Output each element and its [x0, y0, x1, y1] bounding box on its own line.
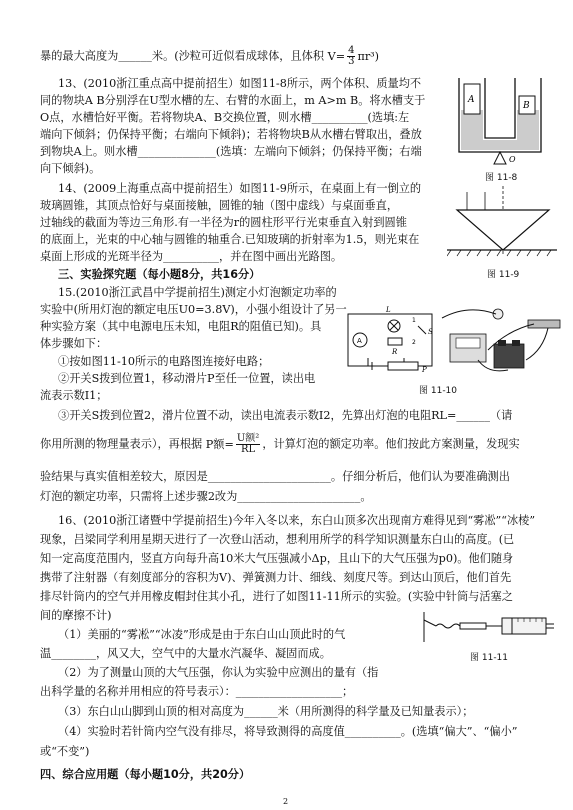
- text-line: 排尽针筒内的空气并用橡皮帽封住其小孔，进行了如图11-11所示的实验。(实验中针筒与活塞之: [40, 590, 513, 603]
- text-line: 到物块A上。则水槽______________(选填：左端向下倾斜；仍保持平衡；右端: [40, 145, 422, 158]
- formula-prefix: V=: [327, 49, 346, 63]
- text-line: [40, 434, 520, 455]
- figure-11-9: [447, 186, 557, 266]
- block-a-label: A: [468, 95, 475, 105]
- text-line: 的底面上，光束的中心轴与圆锥的轴重合.已知玻璃的折射率为1.5，则光束在: [40, 233, 420, 246]
- switch-label: S: [428, 328, 433, 336]
- text-segment: 你用所测的物理量表示），再根据: [40, 437, 203, 451]
- text-line: 过轴线的截面为等边三角形.有一半径为r的圆柱形平行光束垂直入射到圆锥: [40, 216, 407, 229]
- formula-denominator: RL: [241, 444, 256, 455]
- text-line: ②开关S拨到位置1，移动滑片P至任一位置，读出电: [58, 372, 316, 385]
- formula-tail: πr³): [357, 49, 380, 63]
- page-number: 2: [283, 797, 289, 806]
- text-line: 实验中(所用灯泡的额定电压U0=3.8V)，小强小组设计了另一: [40, 303, 347, 316]
- resistor-label: R: [392, 348, 398, 356]
- section-heading: 四、综合应用题（每小题10分，共20分）: [40, 768, 251, 781]
- power-formula: [205, 433, 263, 455]
- block-b-label: B: [523, 101, 530, 111]
- formula-prefix: P额=: [205, 437, 234, 451]
- figure-11-10: [338, 300, 563, 382]
- text-line: 种实验方案（其中电源电压未知，电阻R的阻值已知)。具: [40, 320, 322, 333]
- figure-caption: 图 11-10: [419, 386, 458, 396]
- figure-11-11: [422, 608, 557, 650]
- section-heading: 三、实验探究题（每小题8分，共16分）: [58, 268, 261, 281]
- text-line: （2）为了测量山顶的大气压强，你认为实验中应测出的量有（指: [58, 666, 379, 679]
- text-line: 14、(2009上海重点高中提前招生）如图11-9所示，在桌面上有一倒立的: [58, 182, 422, 195]
- text-line: 灯泡的额定功率，只需将上述步骤2改为______________________。: [40, 490, 372, 503]
- switch-position-2: 2: [412, 339, 416, 346]
- pivot-icon: [494, 152, 506, 164]
- text-line: 温________，风又大，空气中的大量水汽凝华、凝固而成。: [40, 647, 331, 660]
- pivot-label: O: [509, 155, 516, 164]
- text-line: 桌面上形成的光斑半径为__________，并在图中画出光路图。: [40, 250, 343, 263]
- formula-denominator: 3: [348, 56, 355, 67]
- text-line: 向下倾斜)。: [40, 162, 101, 175]
- text-line: 13、(2010浙江重点高中提前招生）如图11-8所示，两个体积、质量均不: [58, 77, 422, 90]
- apparatus-photo: [442, 309, 560, 371]
- figure-caption: 图 11-11: [470, 653, 509, 663]
- text-line: （1）美丽的“雾凇”“冰凌”形成是由于东白山山顶此时的气: [58, 628, 346, 641]
- text-line: 同的物块A B分别浮在U型水槽的左、右臂的水面上，m A>m B。将水槽支于: [40, 94, 426, 107]
- figure-11-8: [455, 70, 555, 170]
- text-line: 验结果与真实值相差较大，原因是______________________。仔细分析后，他们认为要准确测出: [40, 470, 510, 483]
- glass-cone-icon: [457, 210, 549, 250]
- formula-numerator: U额²: [236, 433, 260, 444]
- resistor-icon: [388, 338, 402, 345]
- ammeter-label: A: [357, 337, 362, 345]
- figure-caption: 图 11-8: [485, 173, 518, 183]
- text-line: 或“不变”): [40, 745, 90, 758]
- figure-caption: 图 11-9: [487, 270, 520, 280]
- text-line: 玻璃圆锥，其顶点恰好与桌面接触，圆锥的轴（图中虚线）与桌面垂直，: [40, 199, 399, 212]
- text-segment: 暴的最大高度为______米。(沙粒可近似看成球体，且体积: [40, 49, 325, 63]
- text-line: 携带了注射器（有刻度部分的容积为V)、弹簧测力计、细线、刻度尺等。到达山顶后，他们首先: [40, 571, 512, 584]
- formula-numerator: 4: [348, 45, 355, 56]
- text-line: [40, 46, 379, 67]
- text-line: ①按如图11-10所示的电路图连接好电路；: [58, 355, 270, 368]
- text-line: （4）实验时若针筒内空气没有排尽，将导致测得的高度值__________。(选填“偏大”、“偏小”: [58, 725, 518, 738]
- text-line: 流表示数I1；: [40, 389, 108, 402]
- spring-scale-icon: [460, 623, 486, 629]
- switch-position-1: 1: [412, 317, 416, 324]
- rheostat-icon: [388, 362, 418, 370]
- text-line: 知一定高度范围内，竖直方向每升高10米大气压强减小Δp，且山下的大气压强为p0)。他们随身: [40, 552, 514, 565]
- text-line: O点，水槽恰好平衡。若将物块A、B交换位置，则水槽__________(选填:左: [40, 111, 410, 124]
- volume-formula: [327, 45, 380, 67]
- text-line: 端向下倾斜；仍保持平衡；右端向下倾斜)；若将物块B从水槽右臂取出，叠放: [40, 128, 422, 141]
- text-line: （3）东白山山脚到山顶的相对高度为______米（用所测得的科学量及已知量表示）；: [58, 705, 474, 718]
- text-line: 16、(2010浙江诸暨中学提前招生)今年入冬以来，东白山顶多次出现南方难得见到“雾凇”“冰棱”: [58, 514, 536, 527]
- slider-label: P: [422, 366, 427, 374]
- text-line: 现象，吕梁同学利用星期天进行了一次登山活动，想利用所学的科学知识测量东白山的高度。(已: [40, 533, 515, 546]
- text-line: ③开关S拨到位置2，滑片位置不动，读出电流表示数I2，先算出灯泡的电阻RL=______（请: [58, 409, 513, 422]
- text-line: 间的摩擦不计): [40, 609, 112, 622]
- text-line: 出科学量的名称并用相应的符号表示）：___________________；: [40, 685, 354, 698]
- text-line: 体步骤如下：: [40, 337, 108, 350]
- text-segment: ，计算灯泡的额定功率。他们按此方案测量，发现实: [262, 437, 520, 451]
- lamp-label: L: [386, 306, 391, 314]
- text-line: 15.(2010浙江武昌中学提前招生)测定小灯泡额定功率的: [58, 286, 337, 299]
